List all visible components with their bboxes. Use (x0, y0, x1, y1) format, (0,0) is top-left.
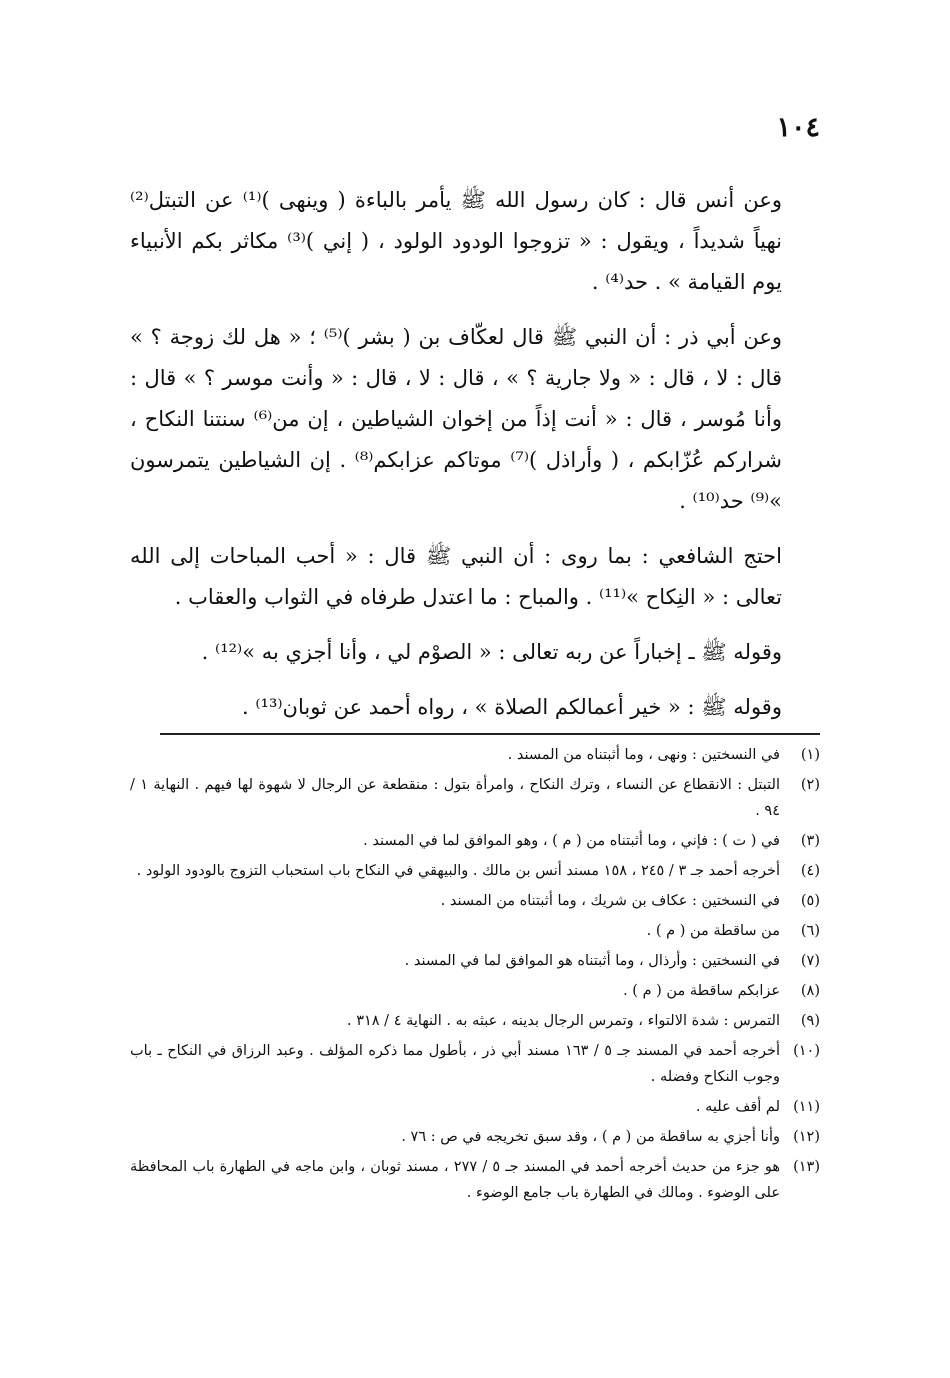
footnote-text: في ( ت ) : فإني ، وما أثبتناه من ( م ) ، وهو الموافق لما في المسند . (363, 833, 780, 849)
footnote-number: (١٠) (793, 1043, 820, 1059)
footnote-number: (١٢) (793, 1129, 820, 1145)
footnote-separator (160, 733, 820, 735)
footnote-text: لم أقف عليه . (695, 1099, 780, 1115)
footnote-number: (١٣) (793, 1159, 820, 1175)
footnote-text: هو جزء من حديث أخرجه أحمد في المسند جـ ٥ / ٢٧٧ ، مسند ثوبان ، وابن ماجه في الطهارة باب المحافظة على الوضوء . ومالك في الطهارة باب جامع الوضوء . (130, 1159, 781, 1201)
footnote-number: (٧) (800, 953, 820, 969)
footnote-item (130, 1154, 820, 1206)
footnote-item (130, 1038, 820, 1090)
footnote-number: (٩) (800, 1013, 820, 1029)
footnote-text: في النسختين : عكاف بن شريك ، وما أثبتناه من المسند . (440, 893, 780, 909)
footnote-text: التبتل : الانقطاع عن النساء ، وترك النكاح ، وامرأة بتول : منقطعة عن الرجال لا شهوة لها فيهم . النهاية ١ / ٩٤ . (130, 777, 780, 819)
footnote-text: في النسختين : وأرذال ، وما أثبتناه هو الموافق لما في المسند . (404, 953, 780, 969)
main-text (130, 180, 820, 742)
footnote-number: (٣) (800, 833, 820, 849)
footnote-text: التمرس : شدة الالتواء ، وتمرس الرجال بدينه ، عبثه به . النهاية ٤ / ٣١٨ . (346, 1013, 780, 1029)
footnote-number: (٥) (800, 893, 820, 909)
footnote-text: من ساقطة من ( م ) . (646, 923, 780, 939)
footnote-text: عزابكم ساقطة من ( م ) . (623, 983, 780, 999)
footnote-item (130, 1124, 820, 1150)
paragraph-abu-dharr: وعن أبي ذر : أن النبي ﷺ قال لعكّاف بن ( بشر )⁽⁵⁾ ؛ « هل لك زوجة ؟ » قال : لا ، قال : « ولا جارية ؟ » ، قال : لا ، قال : « وأنت موسر ؟ » قال : وأنا مُوسر ، قال : « أنت إذاً من إخوان الشياطين ، إن من⁽⁶⁾ سنتنا النكاح ، شراركم عُزّابكم ، ( وأراذل )⁽⁷⁾ موتاكم عزابكم⁽⁸⁾ . إن الشياطين يتمرسون »⁽⁹⁾ حد⁽¹⁰⁾ . (130, 325, 782, 513)
footnote-number: (٤) (800, 863, 820, 879)
footnote-item (130, 1094, 820, 1120)
footnote-number: (٨) (800, 983, 820, 999)
footnote-item (130, 918, 820, 944)
footnote-text: أخرجه أحمد جـ ٣ / ٢٤٥ ، ١٥٨ مسند أنس بن مالك . والبيهقي في النكاح باب استحباب التزوج بالودود الولود . (136, 863, 780, 879)
footnote-item (130, 948, 820, 974)
footnote-text: أخرجه أحمد في المسند جـ ٥ / ١٦٣ مسند أبي ذر ، بأطول مما ذكره المؤلف . وعبد الرزاق في النكاح ـ باب وجوب النكاح وفضله . (130, 1043, 780, 1085)
footnote-item (130, 888, 820, 914)
page-number: ١٠٤ (776, 112, 820, 143)
footnote-item (130, 828, 820, 854)
footnote-number: (٢) (800, 777, 820, 793)
paragraph-shafii: احتج الشافعي : بما روى : أن النبي ﷺ قال : « أحب المباحات إلى الله تعالى : « النِكاح »⁽¹¹⁾ . والمباح : ما اعتدل طرفاه في الثواب والعقاب . (130, 544, 782, 609)
footnote-number: (١١) (793, 1099, 820, 1115)
footnote-number: (٦) (800, 923, 820, 939)
paragraph-anas: وعن أنس قال : كان رسول الله ﷺ يأمر بالباءة ( وينهى )⁽¹⁾ عن التبتل⁽²⁾ نهياً شديداً ، ويقول : « تزوجوا الودود الولود ، ( إني )⁽³⁾ مكاثر بكم الأنبياء يوم القيامة » . حد⁽⁴⁾ . (130, 188, 782, 294)
footnote-item (130, 858, 820, 884)
footnote-number: (١) (800, 747, 820, 763)
footnote-text: في النسختين : ونهى ، وما أثبتناه من المسند . (507, 747, 780, 763)
footnotes (130, 742, 820, 1210)
paragraph-prayer-hadith: وقوله ﷺ : « خير أعمالكم الصلاة » ، رواه أحمد عن ثوبان⁽¹³⁾ . (242, 695, 782, 719)
footnote-item (130, 1008, 820, 1034)
footnote-item (130, 978, 820, 1004)
footnote-item (130, 742, 820, 768)
paragraph-fasting-hadith: وقوله ﷺ ـ إخباراً عن ربه تعالى : « الصوْم لي ، وأنا أجزي به »⁽¹²⁾ . (201, 640, 782, 664)
footnote-text: وأنا أجزي به ساقطة من ( م ) ، وقد سبق تخريجه في ص : ٧٦ . (401, 1129, 780, 1145)
footnote-item (130, 772, 820, 824)
